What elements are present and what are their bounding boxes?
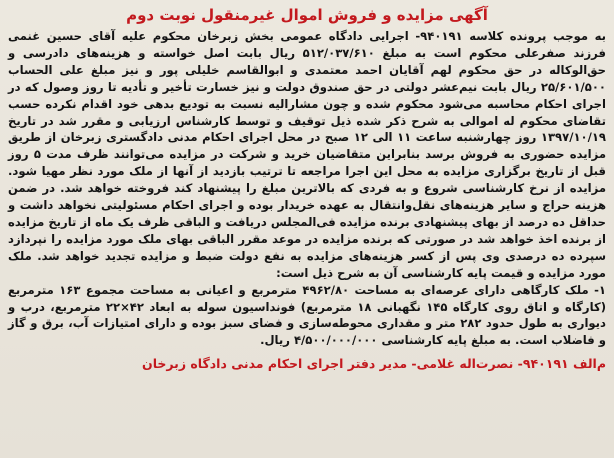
- notice-paragraph-item: ۱- ملک کارگاهی دارای عرصه‌ای به مساحت ۴۹۶۲/۸۰ مترمربع و اعیانی به مساحت مجموع ۱۶۳ مترمربع (کارگاه و اتاق روی کارگاه ۱۴۵ نگهبانی ۱۸ مترمربع) فونداسیون سوله به ابعاد ۴۲×۲۲ مترمربع، درب و دیواری به طول حدود ۲۸۲ متر و مقداری محوطه‌سازی و فضای سبز بوده و دارای امتیازات آب، برق و گاز و فاضلاب است. به مبلغ پایه کارشناسی ۴/۵۰۰/۰۰۰/۰۰۰ ریال.: [8, 282, 606, 348]
- notice-footer: م‌الف ۹۴۰۱۹۱- نصرت‌اله غلامی- مدیر دفتر اجرای احکام مدنی دادگاه زبرخان: [142, 356, 606, 372]
- notice-paragraph-main: به موجب پرونده کلاسه ۹۴۰۱۹۱- اجرایی دادگاه عمومی بخش زبرخان محکوم علیه آقای حسین غنمی فرزند صفرعلی محکوم است به مبلغ ۵۱۲/۰۳۷/۶۱۰ ریال بابت اصل خواسته و هزینه‌های دادرسی و حق‌الوکاله در حق محکوم لهم آقایان احمد معتمدی و ابوالقاسم خلیلی پور و نیز مبلغ علی الحساب ۲۵/۶۰۱/۵۰۰ ریال بابت نیم‌عشر دولتی در حق صندوق دولت و نیز خسارت تأخیر و تأدیه تا روز وصول که در اجرای احکام محاسبه می‌شود محکوم شده و چون مشارالیه نسبت به تودیع بدهی خود اقدام نکرده حسب تقاضای محکوم له اموالی به شرح ذکر شده ذیل توقیف و توسط کارشناس ارزیابی و مقرر شد در تاریخ ۱۳۹۷/۱۰/۱۹ روز چهارشنبه ساعت ۱۱ الی ۱۲ صبح در محل اجرای احکام مدنی دادگستری زبرخان از طریق مزایده حضوری به فروش برسد بنابراین متقاضیان خرید و شرکت در مزایده می‌توانند ظرف مدت ۵ روز قبل از تاریخ برگزاری مزایده به محل این اجرا مراجعه تا ترتیب بازدید از آنها از ملک مورد نظر مهیا شود. مزایده از نرخ کارشناسی شروع و به فردی که بالاترین مبلغ را پیشنهاد کند فروخته خواهد شد. در ضمن هزینه حراج و سایر هزینه‌های نقل‌وانتقال به عهده خریدار بوده و اجرای احکام مسئولیتی نخواهد داشت و حداقل ده درصد از بهای پیشنهادی برنده مزایده فی‌المجلس دریافت و الباقی ظرف یک ماه از تاریخ مزایده از برنده اخذ خواهد شد در صورتی که برنده مزایده در موعد مقرر الباقی بهای ملک مورد مزایده را نپردازد سپرده ده درصدی وی پس از کسر هزینه‌های مزایده به نفع دولت ضبط و مزایده تجدید خواهد شد. ملک مورد مزایده و قیمت پایه کارشناسی آن به شرح ذیل است:: [8, 29, 607, 280]
- notice-body: [8, 28, 606, 349]
- notice-title: آگهی مزایده و فروش اموال غیرمنقول نوبت دوم: [126, 6, 488, 24]
